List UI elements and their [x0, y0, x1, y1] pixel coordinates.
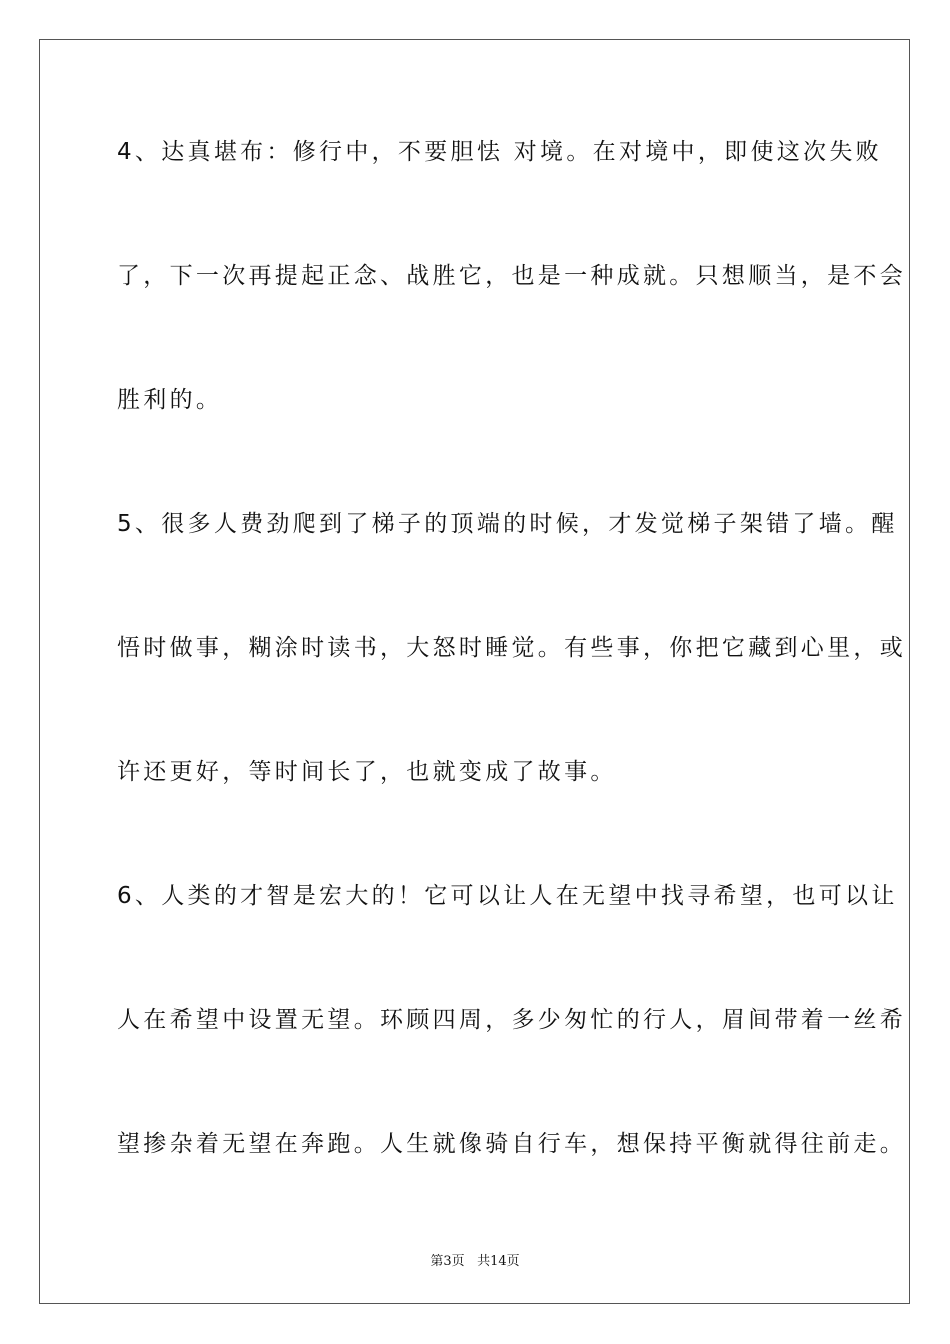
page-frame — [39, 39, 910, 1304]
page-total: 共14页 — [477, 1254, 520, 1269]
text-line: 望掺杂着无望在奔跑。人生就像骑自行车，想保持平衡就得往前走。 — [117, 1131, 906, 1157]
text-line: 许还更好，等时间长了，也就变成了故事。 — [117, 759, 617, 785]
text-line: 悟时做事，糊涂时读书，大怒时睡觉。有些事，你把它藏到心里，或 — [117, 635, 906, 661]
text-line: 人在希望中设置无望。环顾四周，多少匆忙的行人，眉间带着一丝希 — [117, 1007, 906, 1033]
text-line: 胜利的。 — [117, 387, 223, 413]
text-line: 4、达真堪布：修行中，不要胆怯 对境。在对境中，即使这次失败 — [117, 139, 882, 165]
text-line: 了，下一次再提起正念、战胜它，也是一种成就。只想顺当，是不会 — [117, 263, 906, 289]
text-line: 5、很多人费劲爬到了梯子的顶端的时候，才发觉梯子架错了墙。醒 — [117, 511, 898, 537]
page-number: 第3页 — [430, 1254, 465, 1269]
text-line: 6、人类的才智是宏大的！它可以让人在无望中找寻希望，也可以让 — [117, 883, 898, 909]
page-footer — [0, 1250, 950, 1269]
